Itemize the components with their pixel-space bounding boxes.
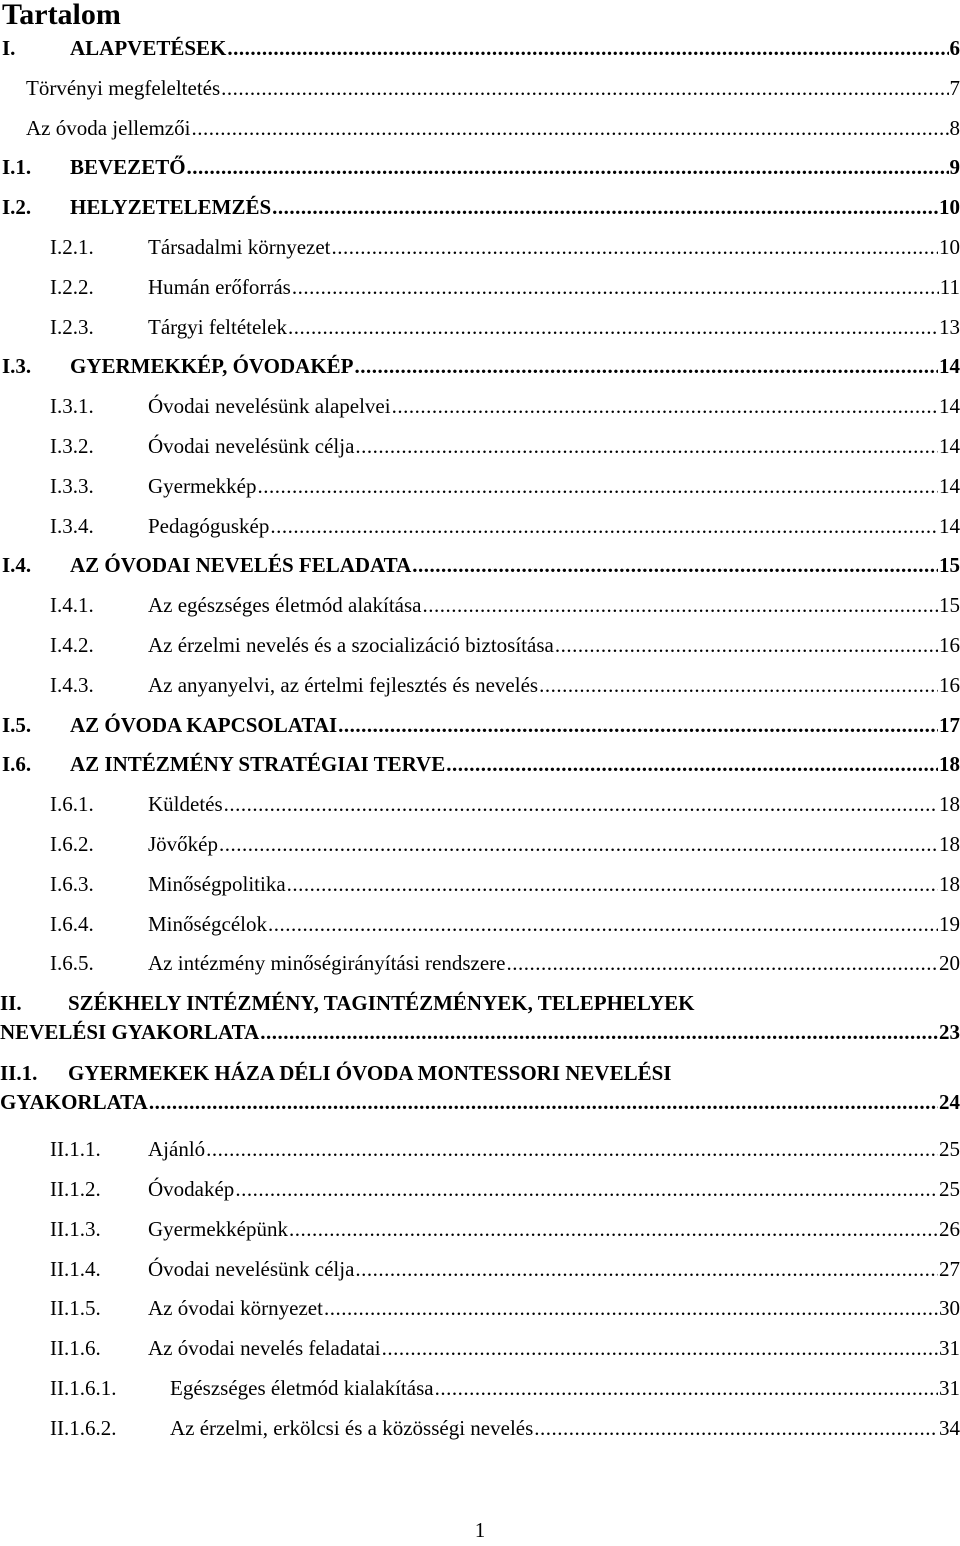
dot-leader: [538, 667, 938, 703]
toc-entry-number: I.2.1.: [50, 235, 94, 259]
dot-leader: [291, 269, 939, 305]
toc-entry-title: ALAPVETÉSEK: [70, 36, 227, 60]
toc-entry[interactable]: [0, 30, 960, 66]
toc-entry-title: Az anyanyelvi, az értelmi fejlesztés és nevelés: [148, 672, 539, 697]
toc-entry-title-line2: NEVELÉSI GYAKORLATA: [0, 1020, 260, 1045]
toc-entry[interactable]: [0, 1370, 960, 1406]
toc-entry-title: Küldetés: [148, 792, 223, 817]
dot-leader: [533, 1410, 938, 1446]
toc-entry[interactable]: [0, 189, 960, 225]
toc-entry-number: I.: [2, 36, 16, 60]
toc-entry-number: II.1.4.: [50, 1256, 101, 1281]
dot-leader: [218, 826, 938, 862]
toc-entry-number: II.1.6.1.: [50, 1376, 117, 1400]
toc-entry[interactable]: [0, 1211, 960, 1247]
dot-leader: [288, 1211, 938, 1247]
toc-entry-title-line1: GYERMEKEK HÁZA DÉLI ÓVODA MONTESSORI NEVELÉSI: [68, 1061, 672, 1086]
toc-entry[interactable]: [0, 388, 960, 424]
toc-entry-page: 15: [939, 593, 960, 618]
toc-entry-title-line1: SZÉKHELY INTÉZMÉNY, TAGINTÉZMÉNYEK, TELEPHELYEK: [68, 991, 695, 1016]
toc-entry[interactable]: [0, 1290, 960, 1326]
toc-entry-title: Óvodai nevelésünk célja: [148, 434, 355, 458]
dot-leader: [190, 110, 948, 146]
toc-entry-number: I.1.: [2, 155, 32, 180]
page-title: Tartalom: [2, 0, 121, 31]
toc-entry-number: I.4.1.: [50, 593, 94, 618]
toc-entry-page: 14: [939, 473, 960, 498]
toc-entry-page: 17: [939, 712, 960, 737]
toc-entry-title: Az óvodai nevelés feladatai: [148, 1336, 381, 1361]
toc-entry-number: I.3.1.: [50, 394, 94, 419]
toc-entry-number: II.1.1.: [50, 1137, 101, 1162]
toc-entry[interactable]: [0, 906, 960, 942]
toc-entry[interactable]: [0, 627, 960, 663]
dot-leader: [205, 1131, 938, 1167]
toc-entry-page: 8: [949, 115, 960, 140]
toc-entry[interactable]: [0, 945, 960, 981]
toc-entry-number: II.1.2.: [50, 1177, 101, 1201]
toc-entry-title: Jövőkép: [148, 832, 218, 856]
toc-entry-multiline[interactable]: [0, 989, 960, 1047]
toc-entry-number: II.: [0, 991, 22, 1016]
toc-entry[interactable]: [0, 707, 960, 743]
toc-entry-page: 20: [939, 951, 960, 976]
toc-entry-title: Az érzelmi, erkölcsi és a közösségi nevelés: [170, 1415, 534, 1440]
dot-leader: [234, 1171, 938, 1207]
dot-leader: [554, 627, 938, 663]
dot-leader: [445, 746, 938, 782]
toc-entry-page: 25: [939, 1177, 960, 1201]
toc-entry[interactable]: [0, 1131, 960, 1167]
toc-entry-number: I.6.1.: [50, 792, 94, 817]
toc-entry[interactable]: [0, 667, 960, 703]
dot-leader: [354, 348, 939, 384]
toc-entry-title: Óvodakép: [148, 1177, 235, 1201]
toc-entry-page: 13: [939, 314, 960, 339]
toc-entry-title: Óvodai nevelésünk célja: [148, 1256, 355, 1281]
toc-entry-number: I.3.3.: [50, 473, 94, 498]
toc-entry-number: I.3.4.: [50, 513, 94, 538]
toc-entry[interactable]: [0, 1330, 960, 1366]
dot-leader: [331, 229, 939, 265]
toc-entry-page: 18: [939, 832, 960, 856]
toc-entry-number: II.1.6.: [50, 1336, 101, 1361]
toc-entry-page: 9: [949, 155, 960, 180]
toc-entry-page: 14: [939, 394, 960, 419]
toc-entry-title: Az egészséges életmód alakítása: [148, 593, 422, 618]
toc-entry-title: HELYZETELEMZÉS: [70, 195, 272, 220]
toc-entry-page: 31: [939, 1376, 960, 1400]
dot-leader: [411, 547, 938, 583]
toc-entry-number: I.4.: [2, 553, 32, 578]
dot-leader: [354, 1251, 938, 1287]
toc-entry-title: AZ ÓVODA KAPCSOLATAI: [70, 712, 338, 737]
toc-entry-multiline[interactable]: [0, 1059, 960, 1117]
toc-entry-title: Társadalmi környezet: [148, 235, 331, 259]
toc-entry[interactable]: [0, 508, 960, 544]
toc-entry-page: 14: [939, 354, 960, 379]
toc-entry-number: II.1.3.: [50, 1216, 101, 1241]
toc-entry-page: 18: [939, 871, 960, 896]
dot-leader: [186, 149, 949, 185]
toc-entry-title: Humán erőforrás: [148, 274, 291, 299]
toc-entry-page: 10: [939, 235, 960, 259]
dot-leader: [269, 508, 938, 544]
toc-entry[interactable]: [0, 309, 960, 345]
toc-entry-title: Minőségpolitika: [148, 871, 286, 896]
dot-leader: [286, 866, 938, 902]
toc-entry-title: Pedagóguskép: [148, 513, 270, 538]
toc-entry-page: 34: [939, 1415, 960, 1440]
toc-entry-page: 18: [939, 792, 960, 817]
toc-entry-page: 18: [939, 752, 960, 777]
toc-entry-page: 19: [939, 911, 960, 936]
toc-entry-page: 24: [939, 1090, 960, 1115]
toc-entry-title: Az óvoda jellemzői: [26, 115, 191, 140]
toc-entry-page: 11: [939, 274, 960, 299]
dot-leader: [323, 1290, 938, 1326]
dot-leader: [421, 587, 938, 623]
toc-entry-page: 16: [939, 672, 960, 697]
toc-entry[interactable]: [0, 866, 960, 902]
toc-entry-number: I.5.: [2, 712, 32, 737]
toc-entry-number: I.4.3.: [50, 672, 94, 697]
toc-entry-page: 14: [939, 513, 960, 538]
toc-entry[interactable]: [0, 786, 960, 822]
toc-entry[interactable]: [0, 428, 960, 464]
dot-leader: [220, 70, 948, 106]
toc-entry-page: 15: [939, 553, 960, 578]
toc-entry[interactable]: [0, 826, 960, 862]
toc-entry-number: I.2.2.: [50, 274, 94, 299]
toc-entry-number: I.6.2.: [50, 832, 94, 856]
toc-entry-title: Gyermekképünk: [148, 1216, 288, 1241]
toc-entry-number: I.6.5.: [50, 951, 94, 976]
toc-entry-number: I.2.: [2, 195, 32, 220]
toc-entry-number: I.4.2.: [50, 633, 94, 657]
toc-entry-title: Ajánló: [148, 1137, 206, 1162]
dot-leader: [148, 1088, 938, 1117]
toc-entry-title: AZ ÓVODAI NEVELÉS FELADATA: [70, 553, 412, 578]
toc-entry[interactable]: [0, 547, 960, 583]
toc-entry[interactable]: [0, 1251, 960, 1287]
toc-entry[interactable]: [0, 468, 960, 504]
toc-entry-page: 7: [949, 75, 960, 100]
toc-entry-title: Az óvodai környezet: [148, 1296, 323, 1321]
dot-leader: [223, 786, 938, 822]
toc-entry-page: 31: [939, 1336, 960, 1361]
toc-entry-title: Az érzelmi nevelés és a szocializáció biztosítása: [148, 633, 554, 657]
toc-entry-number: II.1.6.2.: [50, 1415, 117, 1440]
toc-entry[interactable]: [0, 746, 960, 782]
toc-entry-page: 23: [939, 1020, 960, 1045]
dot-leader: [267, 906, 938, 942]
dot-leader: [287, 309, 938, 345]
dot-leader: [354, 428, 938, 464]
dot-leader: [337, 707, 938, 743]
toc-entry-page: 25: [939, 1137, 960, 1162]
dot-leader: [226, 30, 948, 66]
toc-entry-title: Gyermekkép: [148, 473, 257, 498]
toc-entry-number: I.3.: [2, 354, 32, 379]
toc-entry-number: I.6.4.: [50, 911, 94, 936]
toc-entry-page: 30: [939, 1296, 960, 1321]
toc-entry[interactable]: [0, 269, 960, 305]
toc-entry-title: AZ INTÉZMÉNY STRATÉGIAI TERVE: [70, 752, 446, 777]
toc-entry-number: I.6.: [2, 752, 32, 777]
toc-entry-number: I.6.3.: [50, 871, 94, 896]
toc-entry-title: Az intézmény minőségirányítási rendszere: [148, 951, 506, 976]
page-number: 1: [474, 1518, 486, 1542]
toc-entry[interactable]: [0, 587, 960, 623]
dot-leader: [505, 945, 938, 981]
toc-entry-page: 26: [939, 1216, 960, 1241]
toc-entry-number: II.1.5.: [50, 1296, 101, 1321]
dot-leader: [271, 189, 938, 225]
toc-entry-page: 27: [939, 1256, 960, 1281]
toc-entry[interactable]: [0, 110, 960, 146]
toc-entry-title: Egészséges életmód kialakítása: [170, 1376, 434, 1400]
toc-entry-title: Óvodai nevelésünk alapelvei: [148, 394, 391, 419]
toc-entry-page: 10: [939, 195, 960, 220]
toc-entry-title: GYERMEKKÉP, ÓVODAKÉP: [70, 354, 354, 379]
toc-entry-page: 16: [939, 633, 960, 657]
toc-entry[interactable]: [0, 70, 960, 106]
toc-entry-number: I.3.2.: [50, 434, 94, 458]
dot-leader: [259, 1018, 938, 1047]
toc-entry[interactable]: [0, 1171, 960, 1207]
toc-entry-number: II.1.: [0, 1061, 38, 1086]
toc-entry-title: BEVEZETŐ: [70, 155, 186, 180]
toc-entry[interactable]: [0, 1410, 960, 1446]
dot-leader: [256, 468, 938, 504]
toc-entry-title-line2: GYAKORLATA: [0, 1090, 148, 1115]
toc-entry-title: Törvényi megfeleltetés: [26, 75, 221, 100]
dot-leader: [434, 1370, 938, 1406]
toc-entry-number: I.2.3.: [50, 314, 94, 339]
dot-leader: [381, 1330, 938, 1366]
toc-entry[interactable]: [0, 348, 960, 384]
toc-entry-page: 14: [939, 434, 960, 458]
toc-entry-page: 6: [949, 36, 960, 60]
toc-entry[interactable]: [0, 149, 960, 185]
toc-entry-title: Tárgyi feltételek: [148, 314, 287, 339]
toc-entry-title: Minőségcélok: [148, 911, 267, 936]
toc-entry[interactable]: [0, 229, 960, 265]
dot-leader: [391, 388, 938, 424]
